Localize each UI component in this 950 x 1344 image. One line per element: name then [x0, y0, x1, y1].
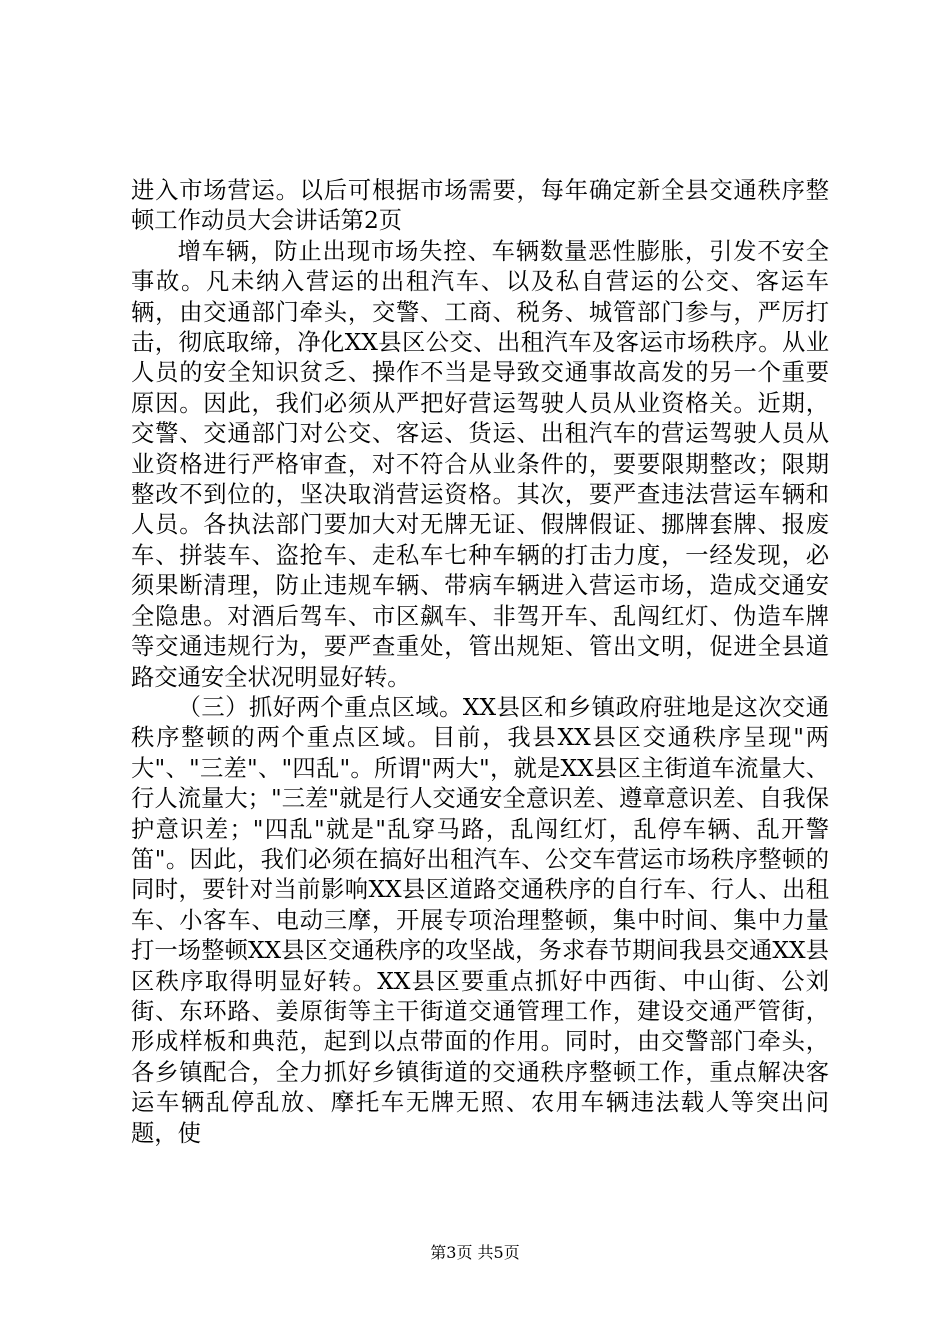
paragraph-operating-vehicles: 增车辆，防止出现市场失控、车辆数量恶性膨胀，引发不安全事故。凡未纳入营运的出租汽车、以及私自营运的公交、客运车辆，由交通部门牵头，交警、工商、税务、城管部门参与，严厉打击，彻底取缔，净化XX县区公交、出租汽车及客运市场秩序。从业人员的安全知识贫乏、操作不当是导致交通事故高发的另一个重要原因。因此，我们必须从严把好营运驾驶人员从业资格关。近期，交警、交通部门对公交、客运、货运、出租汽车的营运驾驶人员从业资格进行严格审查，对不符合从业条件的，要要限期整改；限期整改不到位的，坚决取消营运资格。其次，要严查违法营运车辆和人员。各执法部门要加大对无牌无证、假牌假证、挪牌套牌、报废车、拼装车、盗抢车、走私车七种车辆的打击力度，一经发现，必须果断清理，防止违规车辆、带病车辆进入营运市场，造成交通安全隐患。对酒后驾车、市区飙车、非驾开车、乱闯红灯、伪造车牌等交通违规行为，要严查重处，管出规矩、管出文明，促进全县道路交通安全状况明显好转。 — [131, 237, 829, 691]
paragraph-continuation: 进入市场营运。以后可根据市场需要，每年确定新全县交通秩序整顿工作动员大会讲话第2页 — [131, 177, 829, 235]
document-body — [131, 176, 829, 1149]
page-number-footer: 第3页 共5页 — [430, 1243, 520, 1262]
paragraph-key-areas: （三）抓好两个重点区域。XX县区和乡镇政府驻地是这次交通秩序整顿的两个重点区域。目前，我县XX县区交通秩序呈现"两大"、"三差"、"四乱"。所谓"两大"，就是XX县区主街道车流量大、行人流量大；"三差"就是行人交通安全意识差、遵章意识差、自我保护意识差；"四乱"就是"乱穿马路，乱闯红灯，乱停车辆、乱开警笛"。因此，我们必须在搞好出租汽车、公交车营运市场秩序整顿的同时，要针对当前影响XX县区道路交通秩序的自行车、行人、出租车、小客车、电动三摩，开展专项治理整顿，集中时间、集中力量打一场整顿XX县区交通秩序的攻坚战，务求春节期间我县交通XX县区秩序取得明显好转。XX县区要重点抓好中西街、中山街、公刘街、东环路、姜原街等主干街道交通管理工作，建设交通严管街，形成样板和典范，起到以点带面的作用。同时，由交警部门牵头，各乡镇配合，全力抓好乡镇街道的交通秩序整顿工作，重点解决客运车辆乱停乱放、摩托车无牌无照、农用车辆违法载人等突出问题，使 — [131, 693, 829, 1147]
